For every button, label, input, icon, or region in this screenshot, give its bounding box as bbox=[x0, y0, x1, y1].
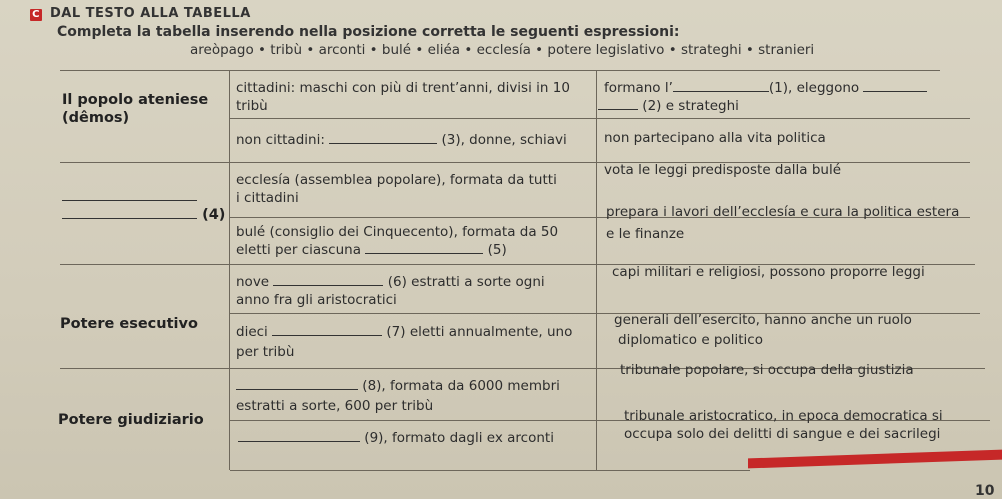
cell-text: estratti a sorte, 600 per tribù bbox=[236, 398, 434, 414]
row-head-popolo: Il popolo ateniese bbox=[62, 92, 209, 108]
cell-text: prepara i lavori dell’ecclesía e cura la politica estera bbox=[606, 204, 960, 220]
blank-8[interactable] bbox=[236, 389, 358, 390]
section-title: DAL TESTO ALLA TABELLA bbox=[50, 6, 251, 21]
cell-text: nove (6) estratti a sorte ogni bbox=[236, 274, 545, 290]
blank-9[interactable] bbox=[238, 441, 360, 442]
word-bank: areòpago • tribù • arconti • bulé • eliéa • ecclesía • potere legislativo • strateghi • stranieri bbox=[190, 42, 815, 58]
blank-6[interactable] bbox=[273, 285, 383, 286]
section-header bbox=[30, 6, 251, 21]
column-rule bbox=[229, 70, 230, 470]
section-badge: C bbox=[30, 9, 42, 21]
cell-text: dieci (7) eletti annualmente, uno bbox=[236, 324, 573, 340]
cell-text: occupa solo dei delitti di sangue e dei sacrilegi bbox=[624, 426, 941, 442]
cell-text: non partecipano alla vita politica bbox=[604, 130, 826, 146]
cell-text: anno fra gli aristocratici bbox=[236, 292, 397, 308]
blank-extra[interactable] bbox=[863, 91, 927, 92]
table-top-rule bbox=[60, 70, 940, 71]
blank-7[interactable] bbox=[272, 335, 382, 336]
blank-4b[interactable] bbox=[62, 218, 197, 219]
cell-text: capi militari e religiosi, possono proporre leggi bbox=[612, 264, 925, 280]
cell-text: formano l’ (1), eleggono bbox=[604, 78, 927, 98]
exercise-instruction: Completa la tabella inserendo nella posizione corretta le seguenti espressioni: bbox=[57, 24, 680, 40]
blank-2[interactable] bbox=[598, 109, 638, 110]
cell-text: eletti per ciascuna (5) bbox=[236, 242, 507, 258]
cell-text: non cittadini: (3), donne, schiavi bbox=[236, 132, 567, 148]
decorative-red-bar bbox=[748, 450, 1002, 469]
row-rule bbox=[230, 118, 970, 119]
row-head-blank-2: (4) bbox=[62, 205, 225, 225]
cell-text: (8), formata da 6000 membri bbox=[236, 376, 560, 396]
row-head-blank bbox=[62, 187, 197, 207]
cell-text: per tribù bbox=[236, 344, 295, 360]
cell-text: tribù bbox=[236, 98, 268, 114]
cell-text: diplomatico e politico bbox=[618, 332, 763, 348]
cell-text: i cittadini bbox=[236, 190, 299, 206]
blank-4[interactable] bbox=[62, 200, 197, 201]
row-head-esecutivo: Potere esecutivo bbox=[60, 316, 198, 332]
cell-text: cittadini: maschi con più di trent’anni, divisi in 10 bbox=[236, 80, 570, 96]
cell-text: (2) e strateghi bbox=[598, 96, 739, 116]
cell-text: e le finanze bbox=[606, 226, 685, 242]
row-head-giudiziario: Potere giudiziario bbox=[58, 412, 204, 428]
page-number: 10 bbox=[975, 483, 995, 499]
column-rule bbox=[596, 70, 597, 470]
blank-1[interactable] bbox=[673, 91, 769, 92]
cell-text: tribunale popolare, si occupa della giustizia bbox=[620, 362, 914, 378]
cell-text: bulé (consiglio dei Cinquecento), formata da 50 bbox=[236, 224, 559, 240]
row-rule bbox=[230, 470, 750, 471]
cell-text: tribunale aristocratico, in epoca democratica si bbox=[624, 408, 943, 424]
blank-3[interactable] bbox=[329, 143, 437, 144]
cell-text: (9), formato dagli ex arconti bbox=[238, 428, 554, 448]
cell-text: ecclesía (assemblea popolare), formata da tutti bbox=[236, 172, 557, 188]
cell-text: generali dell’esercito, hanno anche un ruolo bbox=[614, 312, 912, 328]
blank-5[interactable] bbox=[365, 253, 483, 254]
row-head-demos: (dêmos) bbox=[62, 110, 130, 126]
cell-text: vota le leggi predisposte dalla bulé bbox=[604, 162, 842, 178]
